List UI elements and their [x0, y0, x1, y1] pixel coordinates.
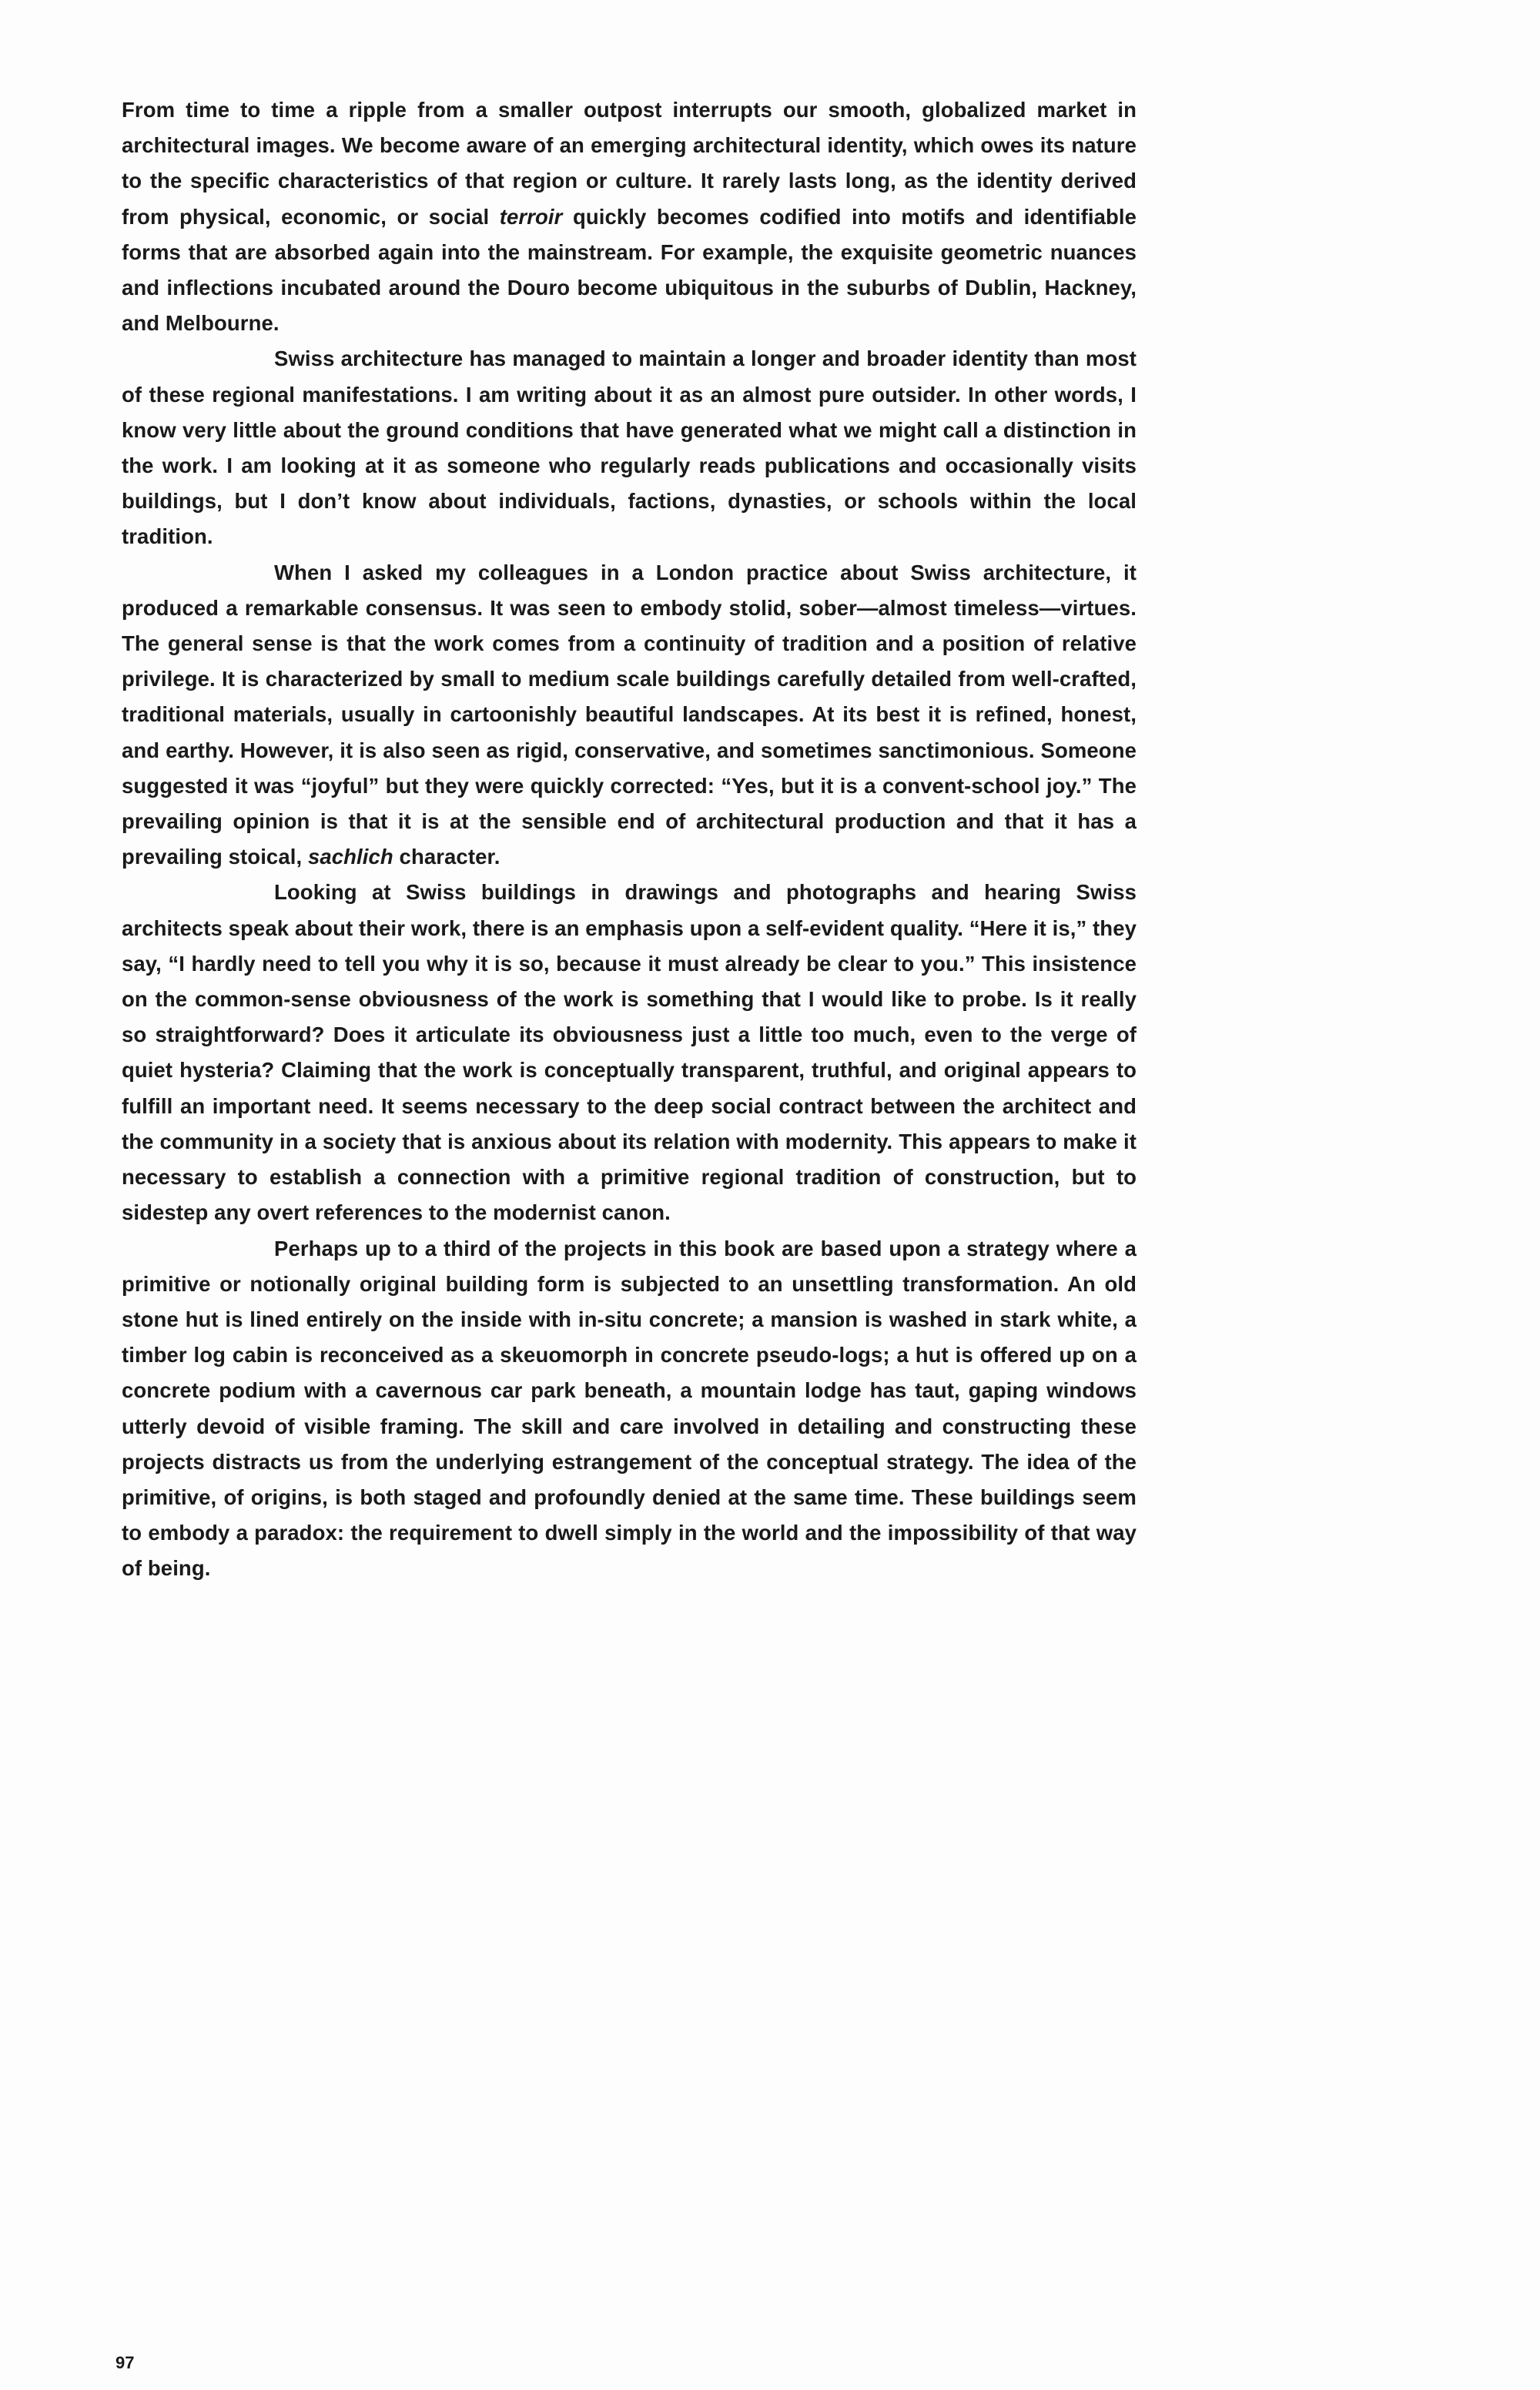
body-paragraph: [122, 92, 1137, 341]
paragraph-text: Swiss architecture has managed to maintain a longer and broader identity than most of these regional manifestations. I am writing about it as an almost pure outsider. In other words, I know very little about the ground conditions that have generated what we might call a distinction in the work. I am looking at it as someone who regularly reads publications and occasionally visits buildings, but I don’t know about individuals, factions, dynasties, or schools within the local tradition.: [122, 346, 1137, 549]
paragraph-text: Perhaps up to a third of the projects in this book are based upon a strategy where a primitive or notionally original building form is subjected to an unsettling transformation. An old stone hut is lined entirely on the inside with in-situ concrete; a mansion is washed in stark white, a timber log cabin is reconceived as a skeuomorph in concrete pseudo-logs; a hut is offered up on a concrete podium with a cavernous car park beneath, a mountain lodge has taut, gaping windows utterly devoid of visible framing. The skill and care involved in detailing and constructing these projects distracts us from the underlying estrangement of the conceptual strategy. The idea of the primitive, of origins, is both staged and profoundly denied at the same time. These buildings seem to embody a paradox: the requirement to dwell simply in the world and the impossibility of that way of being.: [122, 1236, 1137, 1581]
body-paragraph: [122, 555, 1137, 875]
paragraph-text: quickly becomes codified into motifs and identifiable forms that are absorbed again into the mainstream. For example, the exquisite geometric nuances and inflections incubated around the Douro become ubiquitous in the suburbs of Dublin, Hackney, and Melbourne.: [122, 204, 1137, 336]
paragraph-text: When I asked my colleagues in a London practice about Swiss architecture, it produced a remarkable consensus. It was seen to embody stolid, sober—almost timeless—virtues. The general sense is that the work comes from a continuity of tradition and a position of relative privilege. It is characterized by small to medium scale buildings carefully detailed from well-crafted, traditional materials, usually in cartoonishly beautiful landscapes. At its best it is refined, honest, and earthy. However, it is also seen as rigid, conservative, and sometimes sanctimonious. Someone suggested it was “joyful” but they were quickly corrected: “Yes, but it is a convent-school joy.” The prevailing opinion is that it is at the sensible end of architectural production and that it has a prevailing stoical,: [122, 560, 1137, 869]
body-text-column: [122, 92, 1137, 1587]
body-paragraph: [122, 875, 1137, 1230]
page-number: 97: [116, 2353, 135, 2372]
italic-term: sachlich: [307, 845, 393, 869]
body-paragraph: [122, 341, 1137, 554]
italic-term: terroir: [499, 204, 563, 229]
paragraph-text: character.: [393, 845, 500, 869]
paragraph-text: From time to time a ripple from a smaller outpost interrupts our smooth, globalized market in architectural images. We become aware of an emerging architectural identity, which owes its nature to the specific characteristics of that region or culture. It rarely lasts long, as the identity derived from physical, economic, or social: [122, 98, 1137, 229]
body-paragraph: [122, 1231, 1137, 1587]
paragraph-text: Looking at Swiss buildings in drawings and photographs and hearing Swiss architects speak about their work, there is an emphasis upon a self-evident quality. “Here it is,” they say, “I hardly need to tell you why it is so, because it must already be clear to you.” This insistence on the common-sense obviousness of the work is something that I would like to probe. Is it really so straightforward? Does it articulate its obviousness just a little too much, even to the verge of quiet hysteria? Claiming that the work is conceptually transparent, truthful, and original appears to fulfill an important need. It seems necessary to the deep social contract between the architect and the community in a society that is anxious about its relation with modernity. This appears to make it necessary to establish a connection with a primitive regional tradition of construction, but to sidestep any overt references to the modernist canon.: [122, 880, 1137, 1225]
